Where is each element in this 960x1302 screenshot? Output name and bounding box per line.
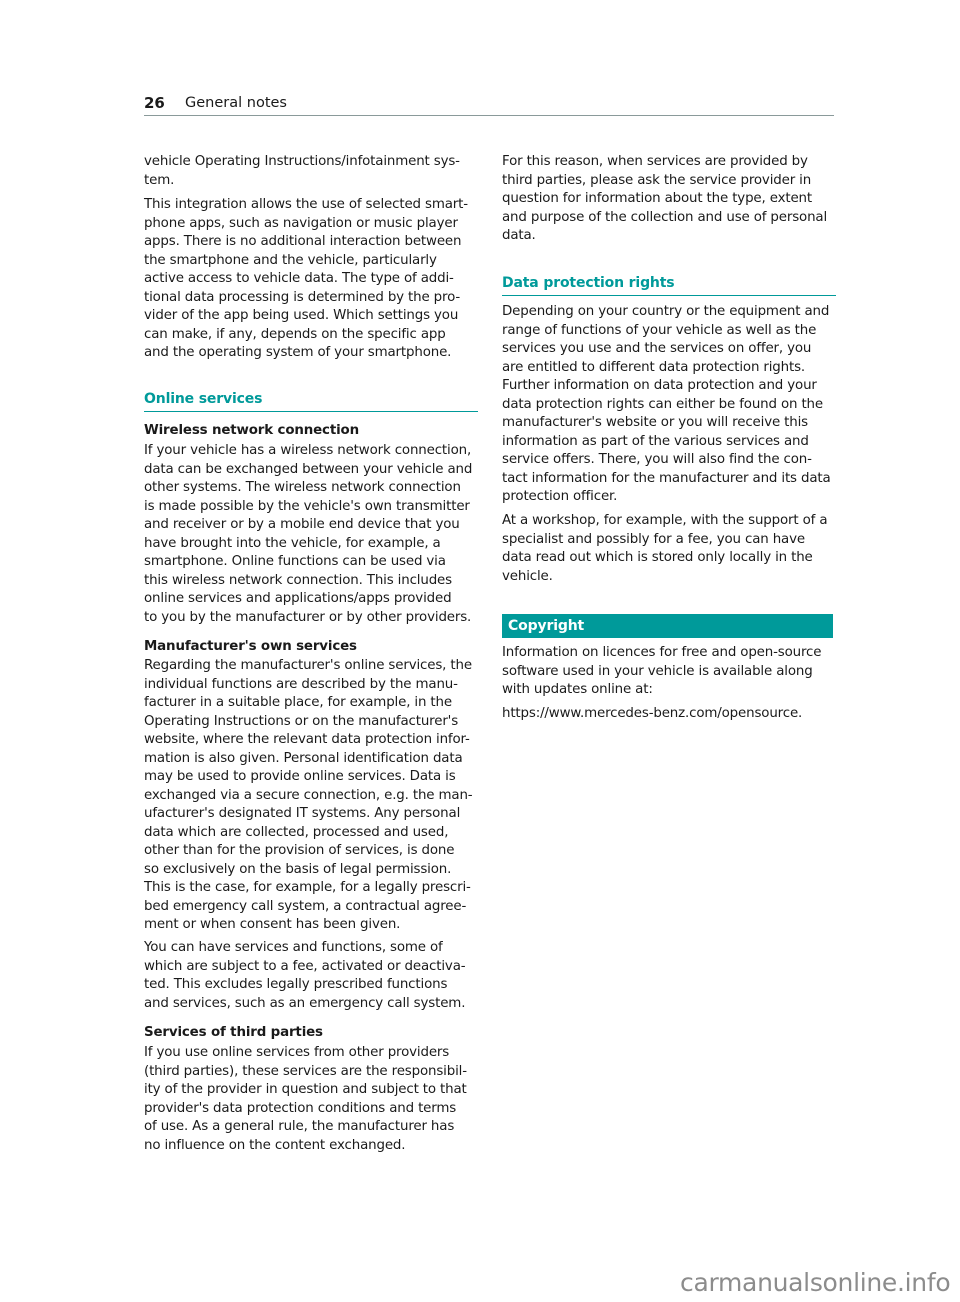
text-line: smartphone. Online functions can be used via [144,554,446,569]
text-line: so exclusively on the basis of legal permission. [144,861,452,877]
text-line: online services and applications/apps provided [144,591,452,606]
text-line: with updates online at: [502,682,653,697]
text-line: tact information for the manufacturer and its data [502,470,831,486]
text-line: You can have services and functions, some of [144,940,443,955]
text-line: services you use and the services on offer, you [502,341,812,356]
text-line: apps. There is no additional interaction between [144,234,462,249]
text-line: data read out which is stored only locally in the [502,550,813,565]
text-line: the smartphone and the vehicle, particularly [144,252,437,268]
text-line: to you by the manufacturer or by other providers. [144,609,472,625]
text-line: If you use online services from other providers [144,1045,450,1060]
text-line: phone apps, such as navigation or music player [144,215,458,231]
text-line: this wireless network connection. This includes [144,572,452,588]
text-line: ment or when consent has been given. [144,917,401,932]
text-line: third parties, please ask the service provider in [502,172,812,188]
text-line: no influence on the content exchanged. [144,1137,406,1153]
text-line: have brought into the vehicle, for example, a [144,535,441,551]
text-line: facturer in a suitable place, for example, in the [144,695,452,710]
paragraph [502,512,836,586]
text-line: vider of the app being used. Which settings you [144,308,459,323]
text-line: ufacturer's designated IT systems. Any personal [144,806,461,821]
text-line: specialist and possibly for a fee, you can have [502,531,805,547]
text-line: is made possible by the vehicle's own transmitter [144,498,470,514]
text-line: If your vehicle has a wireless network connection, [144,443,472,458]
text-line: vehicle Operating Instructions/infotainment sys- [144,154,460,169]
text-line: individual functions are described by the manu- [144,676,458,692]
text-line: are entitled to different data protection rights. [502,359,806,375]
text-line: and services, such as an emergency call system. [144,995,466,1011]
text-line: tional data processing is determined by the pro- [144,289,461,305]
text-line: and receiver or by a mobile end device that you [144,517,460,532]
text-line: This is the case, for example, for a legally prescri- [144,880,471,895]
text-line: range of functions of your vehicle as well as the [502,322,817,338]
text-line: data. [502,228,536,243]
text-line: Operating Instructions or on the manufacturer's [144,713,459,729]
subheading-manufacturer: Manufacturer's own services [144,639,357,654]
text-line: bed emergency call system, a contractual agree- [144,898,467,914]
page-header [144,94,834,116]
text-line: Depending on your country or the equipment and [502,304,830,319]
page-title: General notes [185,95,287,111]
text-line: exchanged via a secure connection, e.g. the man- [144,787,473,803]
text-line: active access to vehicle data. The type of addi- [144,271,454,286]
text-line: data protection rights can either be found on the [502,396,823,412]
text-line: vehicle. [502,568,553,584]
text-line: tem. [144,172,175,188]
text-line: At a workshop, for example, with the support of a [502,513,828,528]
text-line: service offers. There, you will also find the con- [502,452,812,467]
subheading-wireless: Wireless network connection [144,423,359,438]
paragraph [502,153,836,246]
paragraph [144,196,478,363]
text-line: manufacturer's website or you will receive this [502,415,809,430]
paragraph [502,303,836,507]
text-line: ity of the provider in question and subject to that [144,1082,467,1097]
text-line: website, where the relevant data protection infor- [144,732,470,747]
text-line: may be used to provide online services. Data is [144,769,456,784]
text-line: For this reason, when services are provided by [502,154,808,169]
text-line: can make, if any, depends on the specific app [144,326,446,342]
text-line: protection officer. [502,489,618,504]
text-line: Regarding the manufacturer's online services, the [144,658,472,673]
text-line: other systems. The wireless network connection [144,480,461,495]
text-line: Information on licences for free and open-source [502,645,822,660]
section-heading-data-protection: Data protection rights [502,274,836,296]
subheading-third-parties: Services of third parties [144,1025,323,1040]
text-line: data can be exchanged between your vehicle and [144,461,473,477]
paragraph [144,153,478,190]
text-line: data which are collected, processed and used, [144,824,449,840]
paragraph [502,644,836,700]
text-line: ted. This excludes legally prescribed functions [144,977,448,992]
watermark: carmanualsonline.info [680,1268,951,1297]
text-line: which are subject to a fee, activated or deactiva- [144,958,466,974]
paragraph [144,442,478,627]
text-line: software used in your vehicle is available along [502,663,813,679]
paragraph [144,939,478,1013]
text-line: (third parties), these services are the responsibil- [144,1063,467,1079]
text-line: Further information on data protection and your [502,378,817,393]
paragraph [144,1044,478,1155]
section-heading-online-services: Online services [144,390,478,412]
text-line: and the operating system of your smartphone. [144,345,452,360]
text-line: information as part of the various services and [502,433,809,449]
text-line: mation is also given. Personal identification data [144,750,463,766]
paragraph [144,657,478,935]
text-line: provider's data protection conditions and terms [144,1100,457,1116]
section-heading-copyright: Copyright [502,614,833,638]
text-line: question for information about the type, extent [502,191,812,206]
opensource-url[interactable]: https://www.mercedes-benz.com/opensource. [502,706,803,721]
text-line: This integration allows the use of selected smart- [144,197,468,212]
page-number: 26 [144,94,165,112]
text-line: other than for the provision of services, is done [144,843,455,858]
text-line: and purpose of the collection and use of personal [502,209,828,225]
text-line: of use. As a general rule, the manufacturer has [144,1119,455,1134]
